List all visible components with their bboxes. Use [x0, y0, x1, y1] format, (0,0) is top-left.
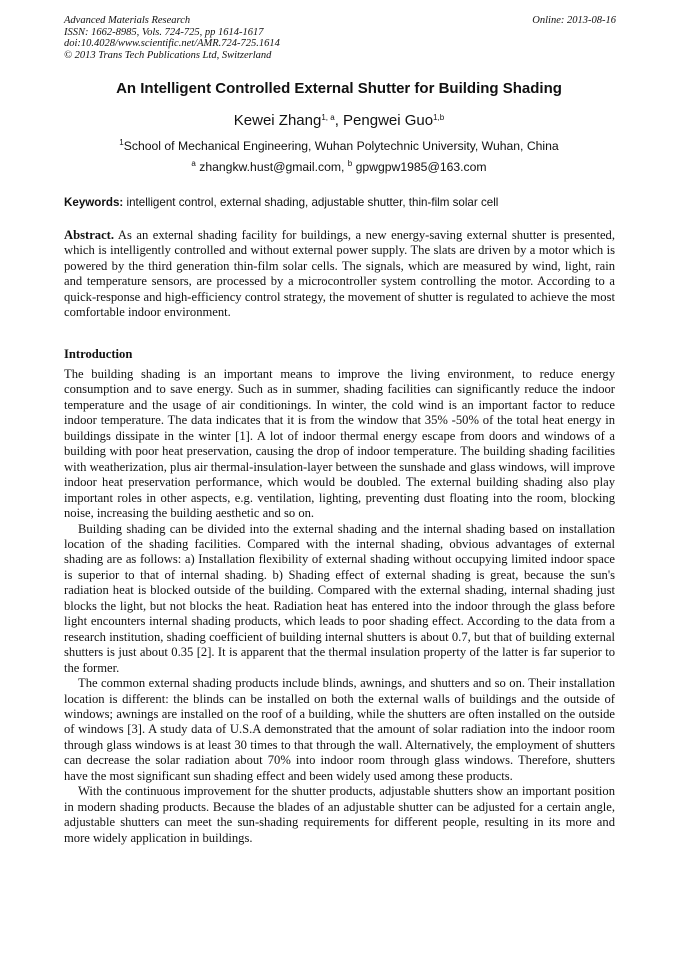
- author-name: Kewei Zhang: [233, 112, 322, 129]
- paragraph: With the continuous improvement for the shutter products, adjustable shutters show an important position in modern shading products. Because the blades of an adjustable shutter can be adjusted for a certain angle, adjustable shutters can meet the sun-shading requirements for different people, resulting in its more and more widely application in buildings.: [64, 784, 615, 845]
- copyright-line: © 2013 Trans Tech Publications Ltd, Switzerland: [64, 49, 272, 61]
- issn-line: ISSN: 1662-8985, Vols. 724-725, pp 1614-1617: [64, 26, 264, 38]
- online-date: Online: 2013-08-16: [532, 15, 616, 26]
- abstract: [64, 228, 615, 321]
- affiliation: [0, 139, 678, 153]
- keywords: [64, 196, 616, 209]
- affiliation-text: School of Mechanical Engineering, Wuhan Polytechnic University, Wuhan, China: [123, 139, 559, 153]
- paragraph: Building shading can be divided into the external shading and the internal shading based on installation location of the shading facilities. Compared with the internal shading, obvious advantages of external shading are as follows: a) Installation flexibility of external shading without occupying limited indoor space is superior to that of internal shading. b) Shading effect of external shading is great, because the sun's radiation heat is blocked outside of the building. Compared with the external shading, internal shading just blocks the light, but not blocks the heat. Radiation heat has entered into the indoor through the glass before light encounters internal shading products, which leads to poor shading effect. According to the data from a research institution, shading coefficient of building internal shutters is about 0.7, but that of building external shutters is just about 0.35 [2]. It is apparent that the thermal insulation property of the latter is far superior to the former.: [64, 521, 615, 675]
- journal-name: Advanced Materials Research: [64, 15, 191, 26]
- doi-line: doi:10.4028/www.scientific.net/AMR.724-725.1614: [64, 38, 280, 49]
- author-emails: [0, 160, 678, 174]
- paragraph: The building shading is an important means to improve the living environment, to reduce energy consumption and to save energy. Such as in summer, shading facilities can significantly reduce the indoor temperature and the usage of air conditionings. In winter, the cold wind is an important factor to reduce indoor temperature. The data indicates that it is from the window that 35% -50% of the total heat energy in buildings dissipate in the winter [1]. A lot of indoor thermal energy escape from doors and windows of a building with poor heat preservation, causing the drop of indoor temperature. The building shading facilities with weatherization, plus air thermal-insulation-layer between the sunshade and glass windows, will improve indoor heat preservation performance, which would be doubled. The external building shading also play important roles in other aspects, e.g. ventilation, lighting, preventing dust floating into the room, blocking noise, increasing the building aesthetic and so on.: [64, 367, 615, 521]
- abstract-text: As an external shading facility for buildings, a new energy-saving external shutter is presented, which is intelligently controlled and without external power supply. The slats are driven by a motor which is powered by the third generation thin-film solar cells. The signals, which are measured by wind, light, rain and temperature sensors, are processed by a microcontroller system controlling the motor. According to a quick-response and high-efficiency control strategy, the movement of shutter is regulated to achieve the most comfortable indoor environment.: [64, 228, 615, 320]
- introduction-body: [64, 367, 615, 846]
- paper-title: An Intelligent Controlled External Shutter for Building Shading: [116, 80, 562, 97]
- section-heading: Introduction: [64, 347, 133, 361]
- abstract-label: Abstract.: [64, 228, 115, 242]
- author-affiliation-mark: 1, a: [321, 113, 335, 122]
- email-link[interactable]: zhangkw.hust@gmail.com,: [195, 160, 348, 174]
- email-link[interactable]: gpwgpw1985@163.com: [352, 160, 487, 174]
- keywords-text: intelligent control, external shading, adjustable shutter, thin-film solar cell: [123, 196, 499, 209]
- author-separator: ,: [334, 112, 344, 129]
- author-list: [0, 112, 678, 129]
- author-affiliation-mark: 1,b: [433, 113, 445, 122]
- journal-header: [64, 15, 616, 61]
- keywords-label: Keywords:: [64, 196, 124, 209]
- paragraph: The common external shading products include blinds, awnings, and shutters and so on. Their installation location is different: the blinds can be installed on both the external walls of buildings and the outside of windows; awnings are installed on the roof of a building, while the shutters are often installed on the outside of windows [3]. A study data of U.S.A demonstrated that the amount of solar radiation into the indoor room through glass windows is at least 30 times to that through the wall. Alternatively, the employment of shutters can decrease the solar radiation about 70% into indoor room through glass windows. Therefore, shutters have the most significant sun shading effect and been widely used among these products.: [64, 676, 615, 783]
- email-mark: a: [191, 159, 196, 168]
- email-mark: b: [347, 159, 353, 168]
- affiliation-mark: 1: [119, 138, 124, 147]
- author-name: Pengwei Guo: [343, 112, 434, 129]
